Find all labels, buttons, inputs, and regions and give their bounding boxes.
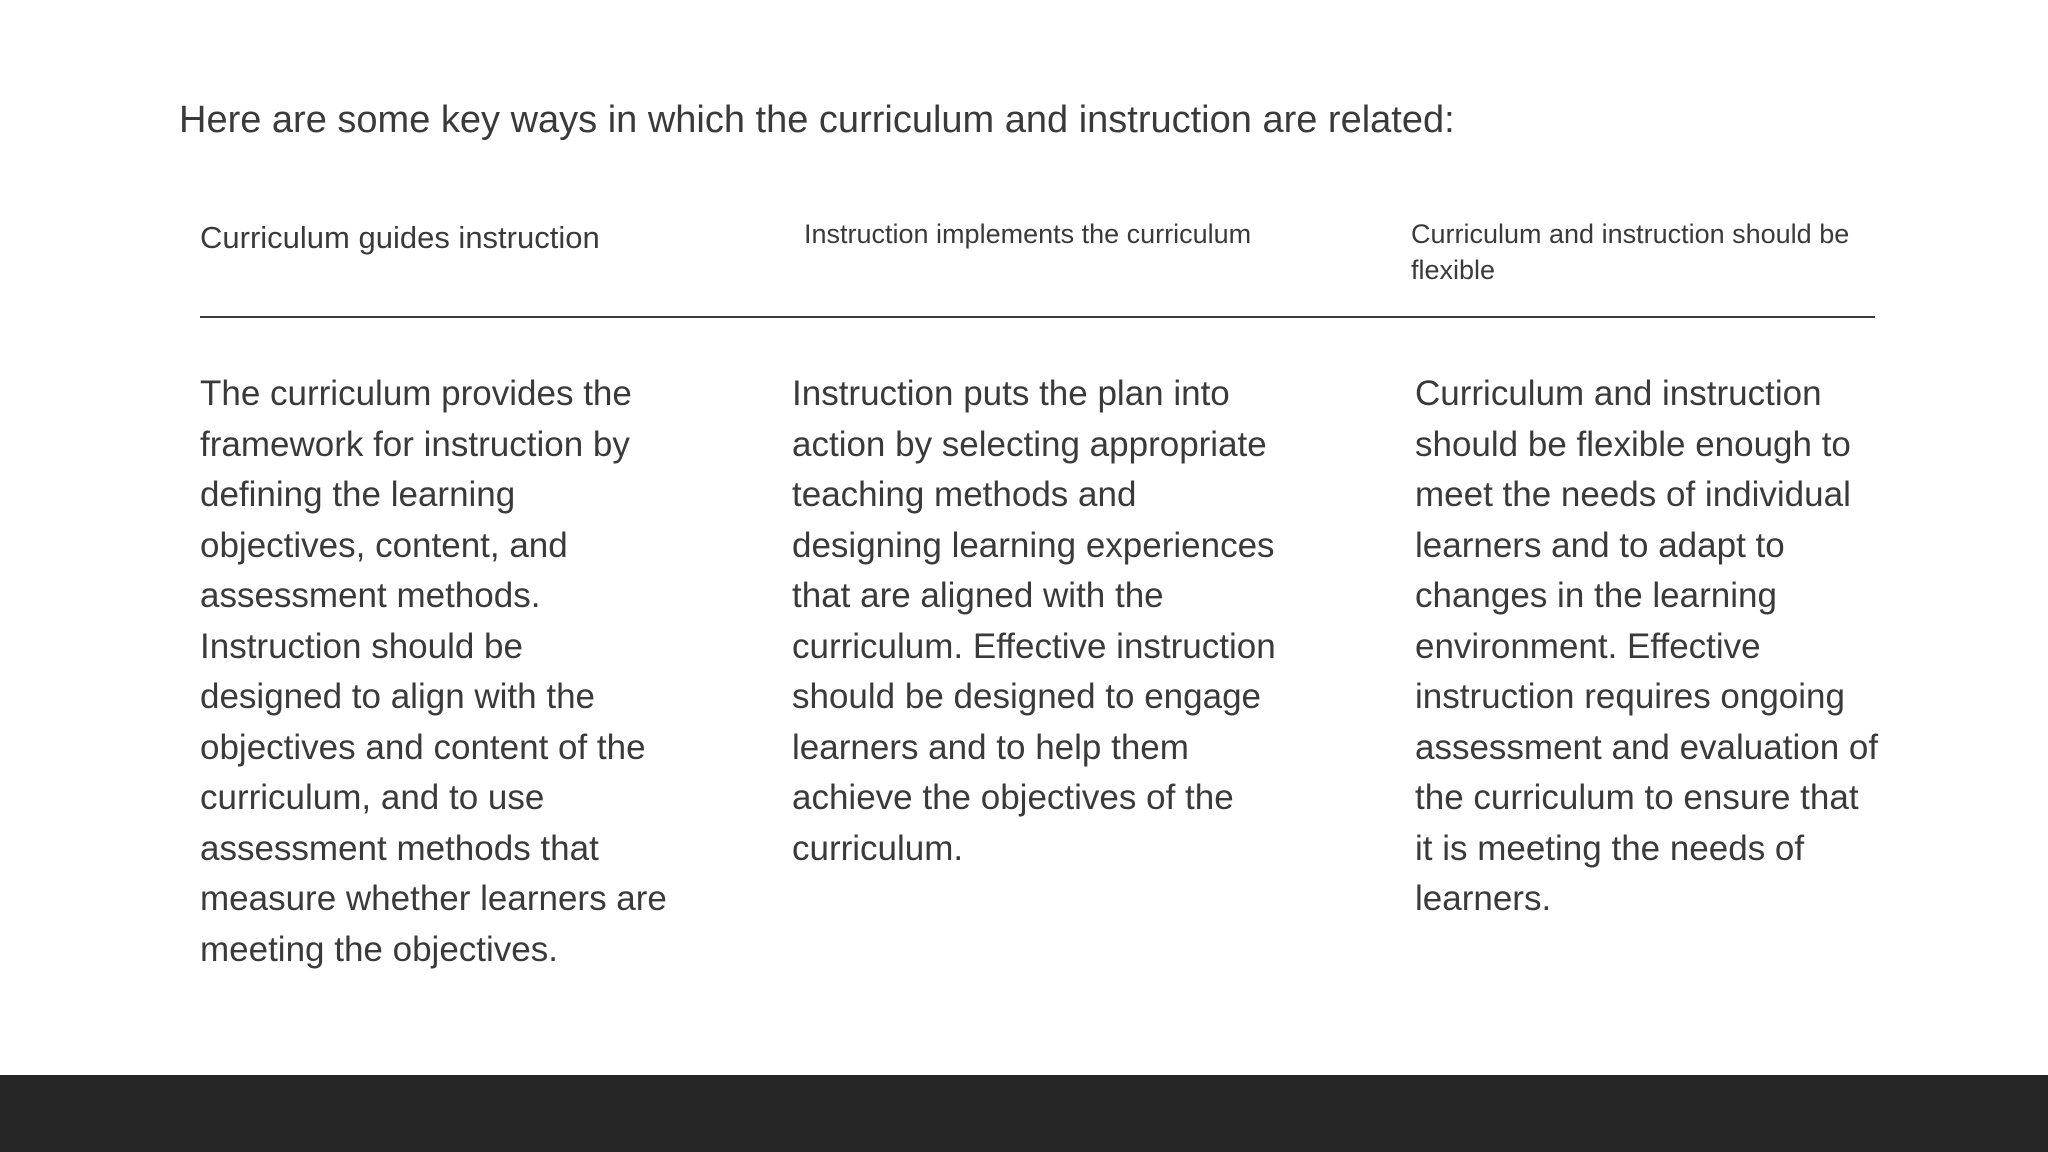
column-heading-curriculum-guides: Curriculum guides instruction [200,220,600,255]
header-divider [200,316,1875,318]
column-body-curriculum-guides: The curriculum provides the framework for instruction by defining the learning objectives, content, and assessment methods. Instruction should be designed to align with the objectives and content of the curriculum, and to use assessment methods that measure whether learners are meeting the objectives. [200,374,667,969]
footer-bar [0,1075,2048,1152]
column-heading-flexible: Curriculum and instruction should be flexible [1411,219,1850,285]
column-body-flexible: Curriculum and instruction should be flexible enough to meet the needs of individual learners and to adapt to changes in the learning environment. Effective instruction requires ongoing assessment and evaluation of the curriculum to ensure that it is meeting the needs of learners. [1415,374,1879,918]
slide-intro: Here are some key ways in which the curriculum and instruction are related: [179,99,1455,141]
column-heading-instruction-implements: Instruction implements the curriculum [804,219,1252,249]
column-body-instruction-implements: Instruction puts the plan into action by selecting appropriate teaching methods and designing learning experiences that are aligned with the curriculum. Effective instruction should be designed to engage learners and to help them achieve the objectives of the curriculum. [792,374,1276,868]
